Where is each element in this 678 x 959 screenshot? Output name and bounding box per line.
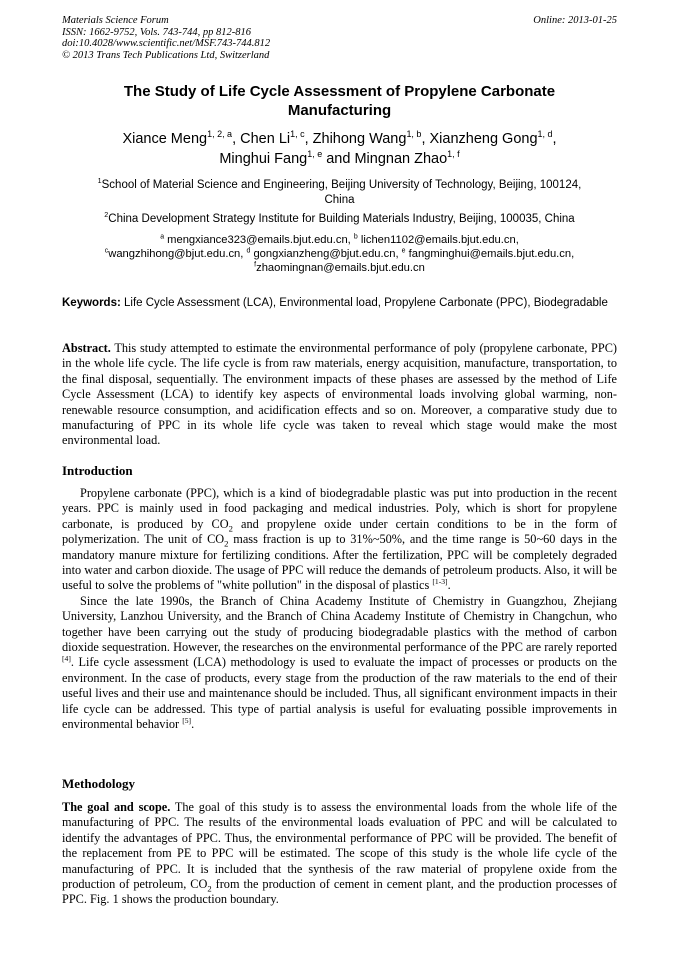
email-address: mengxiance323@emails.bjut.edu.cn,: [167, 234, 351, 246]
journal-name: Materials Science Forum: [62, 15, 169, 26]
copyright-line: © 2013 Trans Tech Publications Ltd, Switzerland: [62, 49, 270, 61]
author-affil-mark: 1, c: [290, 129, 305, 140]
citation-ref: [4]: [62, 654, 71, 664]
introduction-heading: Introduction: [62, 463, 133, 478]
paragraph-text: The goal of this study is to assess the environmental loads from the whole life of the manufacturing of PPC. The results of the environmental loads evaluation of PPC and will be calculated to identify the advantages of PPC. Thus, the environmental performance of PPC will be provided. The benefit of the replacement from PE to PPC will be estimated. The scope of this study is the whole life cycle of the manufacturing of PPC. It is included that the synthesis of the raw material of propylene oxide from the production of petroleum, CO: [62, 800, 617, 892]
issn-line: ISSN: 1662-9752, Vols. 743-744, pp 812-816: [62, 26, 251, 38]
affiliation-mark: 1: [97, 177, 102, 186]
paragraph-text: Propylene carbonate (PPC), which is a kind of biodegradable plastic was put into production in the recent years. PPC is mainly used in food packaging and medical industries. Poly, which is short for propylene carbonate, is produced by CO: [62, 486, 617, 531]
citation-ref: [1-3]: [432, 577, 448, 587]
paragraph-text: . Life cycle assessment (LCA) methodology is used to evaluate the impact of processes or products on the environment. In the case of products, every stage from the production of the raw materials to the end of their useful lives and their use and maintenance should be included. Thus, all significant environment impacts in their life cycle can be addressed. This type of partial analysis is useful for evaluating possible improvements in environmental behavior: [62, 655, 617, 732]
email-address: fangminghui@emails.bjut.edu.cn,: [408, 248, 575, 260]
email-mark: c: [104, 247, 109, 255]
keywords-label: Keywords:: [62, 297, 121, 309]
methodology-heading: Methodology: [62, 776, 135, 791]
author-separator: and: [322, 151, 355, 167]
email-list: [62, 233, 617, 275]
author-separator: ,: [552, 131, 557, 147]
introduction-paragraph-1: [62, 486, 617, 594]
title-line-2: Manufacturing: [287, 102, 392, 119]
goal-scope-label: The goal and scope.: [62, 800, 171, 814]
affiliation-text: School of Material Science and Engineering, Beijing University of Technology, Beijing, 100124,: [101, 179, 582, 191]
author-line-1: [62, 129, 617, 149]
author-affil-mark: 1, f: [447, 149, 460, 160]
keywords-block: [62, 296, 617, 311]
email-address: gongxianzheng@bjut.edu.cn,: [253, 248, 399, 260]
paragraph-text: and propylene oxide under certain conditions to be in the form of polymerization. The unit of CO: [62, 516, 617, 547]
abstract-block: [62, 341, 617, 449]
subscript: 2: [207, 883, 212, 894]
email-address: wangzhihong@bjut.edu.cn,: [108, 248, 244, 260]
methodology-body: [62, 800, 617, 908]
affiliation-country: China: [324, 194, 355, 206]
paragraph-text: from the production of cement in cement plant, and the production processes of PPC. Fig. 1 shows the production boundary.: [62, 877, 617, 907]
online-date: Online: 2013-01-25: [533, 15, 617, 26]
affiliation-mark: 2: [104, 211, 109, 220]
email-mark: e: [401, 247, 406, 255]
paragraph-text: .: [447, 578, 451, 593]
subscript: 2: [228, 523, 233, 534]
citation-ref: [5]: [182, 716, 192, 725]
abstract-text: This study attempted to estimate the environmental performance of poly (propylene carbonate, PPC) in the whole life cycle. The life cycle is from raw materials, energy acquisition, manufacture, transportation, to the final disposal, sequentially. The environment impacts of these phases are assessed by the method of Life Cycle Assessment (LCA) to identify key aspects of environmental loads involving global warming, non-renewable resource consumption, and acidification effects and so on. Moreover, a comparative study due to manufacturing of PPC in its whole life cycle was taken to reveal which stage would make the most environmental load.: [62, 341, 617, 448]
affiliation-2: [62, 212, 617, 227]
email-mark: d: [246, 247, 251, 255]
paragraph-text: Since the late 1990s, the Branch of China Academy Institute of Chemistry in Guangzhou, Zhejiang University, Lanzhou University, and the Branch of China Academy Institute of Chemistry in Changchun, who together have been carrying out the study of producing biodegradable plastics with the method of carbon dioxide sequestration. However, the researches on the environmental performance of the PPC are rarely reported: [62, 593, 617, 655]
paragraph-text: .: [191, 717, 195, 732]
affiliation-1: [62, 178, 617, 208]
author-line-2: [62, 149, 617, 169]
paper-title: [62, 82, 617, 120]
author-affil-mark: 1, e: [307, 149, 323, 160]
introduction-paragraph-2: [62, 594, 617, 733]
paragraph-text: mass fraction is up to 31%~50%, and the time range is 50~60 days in the mandatory manure mixture for fertilizing conditions. After the fertilization, PPC will be completely degraded into water and carbon dioxide. The usage of PPC will reduce the demands of petroleum products. Also, it will be useful to solve the problems of "white pollution" in the disposal of plastics: [62, 532, 617, 593]
author-name: Zhihong Wang: [312, 131, 407, 147]
author-affil-mark: 1, b: [406, 129, 422, 140]
author-name: Mingnan Zhao: [354, 151, 448, 167]
email-address: zhaomingnan@emails.bjut.edu.cn: [256, 262, 425, 274]
email-mark: b: [353, 233, 358, 241]
author-name: Chen Li: [240, 131, 291, 147]
email-mark: f: [254, 261, 257, 269]
subscript: 2: [224, 538, 229, 549]
author-separator: ,: [232, 131, 241, 147]
title-line-1: The Study of Life Cycle Assessment of Propylene Carbonate: [123, 83, 556, 100]
introduction-body: [62, 486, 617, 733]
email-address: lichen1102@emails.bjut.edu.cn,: [360, 234, 519, 246]
author-affil-mark: 1, 2, a: [207, 129, 233, 140]
author-separator: ,: [304, 131, 313, 147]
author-list: [62, 129, 617, 169]
email-mark: a: [160, 233, 165, 241]
author-separator: ,: [421, 131, 430, 147]
author-name: Xiance Meng: [122, 131, 208, 147]
author-name: Minghui Fang: [219, 151, 308, 167]
journal-header: [62, 15, 617, 61]
abstract-label: Abstract.: [62, 341, 111, 355]
affiliation-text: China Development Strategy Institute for Building Materials Industry, Beijing, 100035, China: [108, 213, 575, 225]
doi-line: doi:10.4028/www.scientific.net/MSF.743-744.812: [62, 38, 271, 49]
author-name: Xianzheng Gong: [429, 131, 538, 147]
author-affil-mark: 1, d: [537, 129, 553, 140]
keywords-text: Life Cycle Assessment (LCA), Environmental load, Propylene Carbonate (PPC), Biodegradable: [124, 297, 608, 309]
